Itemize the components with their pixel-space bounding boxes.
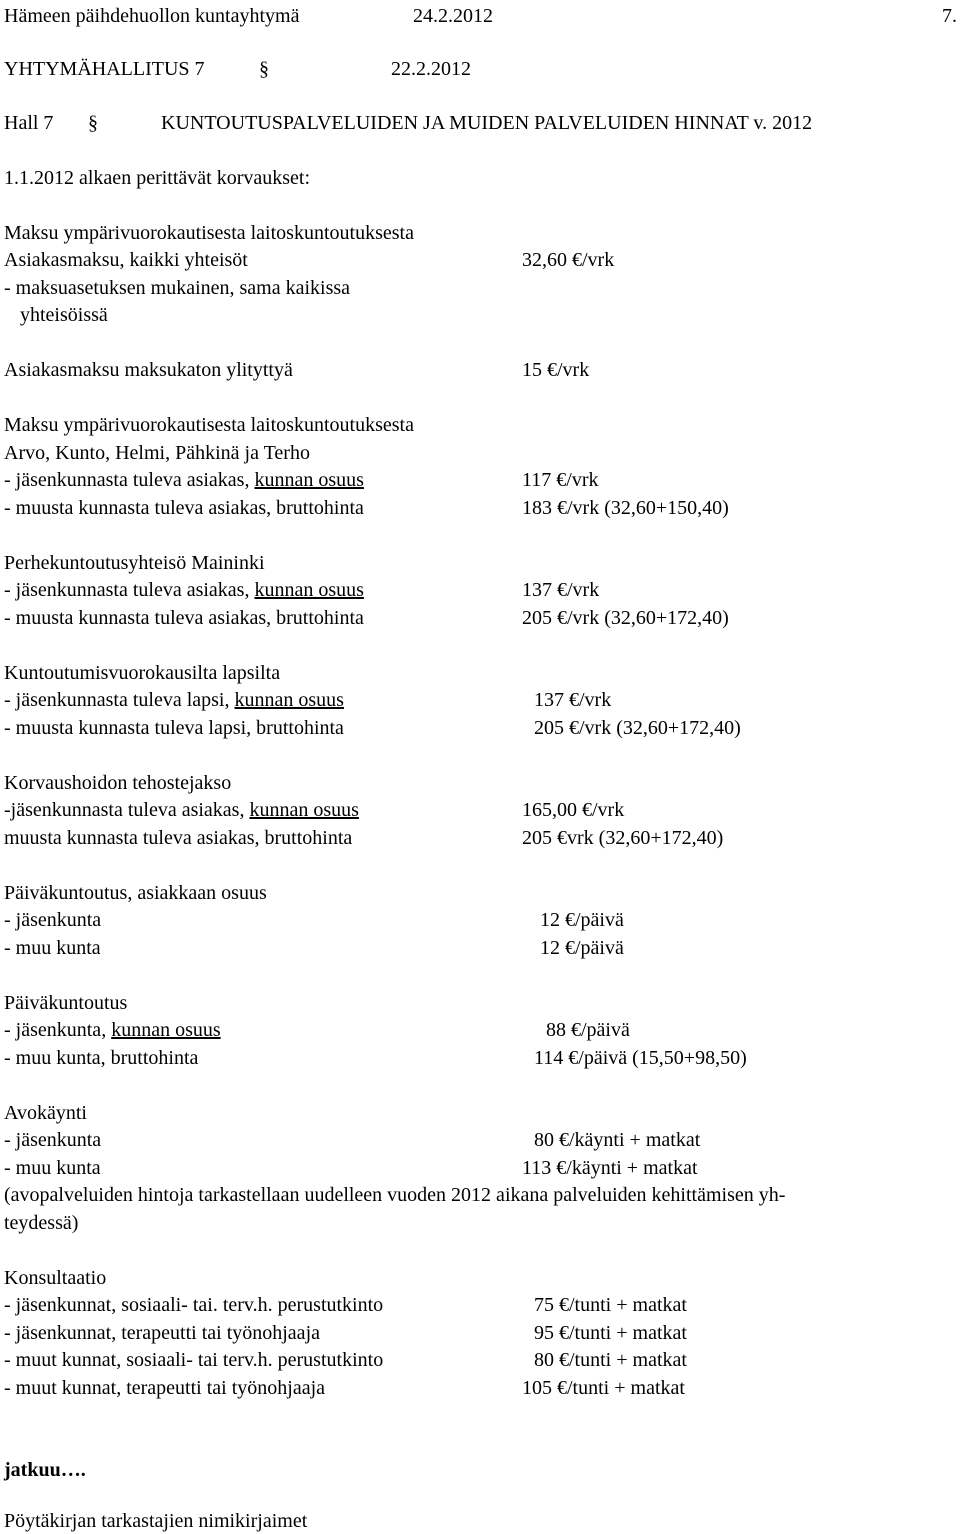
s7-row1-label [4,1018,221,1042]
s4-row1-underlined: kunnan osuus [234,689,344,711]
s2-heading-1: Maksu ympärivuorokautisesta laitoskuntoutuksesta [4,414,414,436]
s5-row2-price: 205 €vrk (32,60+172,40) [522,827,724,849]
s4-heading: Kuntoutumisvuorokausilta lapsilta [4,662,281,684]
s7-row2-label: - muu kunta, bruttohinta [4,1047,199,1069]
s8-row1-label: - jäsenkunta [4,1129,102,1151]
intro-text: 1.1.2012 alkaen perittävät korvaukset: [4,167,311,189]
s9-row2-label: - jäsenkunnat, terapeutti tai työnohjaaja [4,1322,320,1344]
s1-heading: Maksu ympärivuorokautisesta laitoskuntoutuksesta [4,222,414,244]
s3-row1-label [4,578,364,602]
s9-row2-price: 95 €/tunti + matkat [534,1322,687,1344]
s9-row3-label: - muut kunnat, sosiaali- tai terv.h. perustutkinto [4,1349,384,1371]
s2-row1-prefix: - jäsenkunnasta tuleva asiakas, [4,469,255,491]
s4-row1-price: 137 €/vrk [534,689,612,711]
item-id: Hall 7 [4,112,54,134]
s7-row1-price: 88 €/päivä [546,1019,630,1041]
s4-row1-prefix: - jäsenkunnasta tuleva lapsi, [4,689,235,711]
s6-row2-label: - muu kunta [4,937,101,959]
s8-row2-price: 113 €/käynti + matkat [522,1157,698,1179]
s6-row1-price: 12 €/päivä [540,909,624,931]
s9-row4-price: 105 €/tunti + matkat [522,1377,685,1399]
s3-row1-price: 137 €/vrk [522,579,600,601]
s8-note-line2: teydessä) [4,1212,79,1234]
s7-row1-underlined: kunnan osuus [111,1019,221,1041]
s3-row2-label: - muusta kunnasta tuleva asiakas, bruttohinta [4,607,364,629]
s5-row2-label: muusta kunnasta tuleva asiakas, bruttohinta [4,827,353,849]
s5-row1-price: 165,00 €/vrk [522,799,625,821]
s2-row1-label [4,468,364,492]
s1-row2-label: - maksuasetuksen mukainen, sama kaikissa [4,277,351,299]
s7-row1-prefix: - jäsenkunta, [4,1019,112,1041]
s5-row1-label [4,798,359,822]
board-date: 22.2.2012 [391,58,471,80]
s3-row2-price: 205 €/vrk (32,60+172,40) [522,607,729,629]
s2-heading-2: Arvo, Kunto, Helmi, Pähkinä ja Terho [4,442,310,464]
s8-heading: Avokäynti [4,1102,87,1124]
s2-row1-price: 117 €/vrk [522,469,599,491]
signature-label: Pöytäkirjan tarkastajien nimikirjaimet [4,1510,308,1532]
s7-row2-price: 114 €/päivä (15,50+98,50) [534,1047,747,1069]
s8-row1-price: 80 €/käynti + matkat [534,1129,701,1151]
s3-heading: Perhekuntoutusyhteisö Maininki [4,552,265,574]
s6-row2-price: 12 €/päivä [540,937,624,959]
s9-row3-price: 80 €/tunti + matkat [534,1349,687,1371]
s6-row1-label: - jäsenkunta [4,909,102,931]
s8-row2-label: - muu kunta [4,1157,101,1179]
section-symbol: § [259,58,269,80]
s1-row1-label: Asiakasmaksu, kaikki yhteisöt [4,249,248,271]
continued-text: jatkuu…. [4,1459,86,1481]
s3-row1-prefix: - jäsenkunnasta tuleva asiakas, [4,579,255,601]
s2-row2-price: 183 €/vrk (32,60+150,40) [522,497,729,519]
board-name: YHTYMÄHALLITUS 7 [4,58,205,80]
s9-row1-label: - jäsenkunnat, sosiaali- tai. terv.h. perustutkinto [4,1294,384,1316]
s4-row2-price: 205 €/vrk (32,60+172,40) [534,717,741,739]
s9-row4-label: - muut kunnat, terapeutti tai työnohjaaja [4,1377,326,1399]
s5-heading: Korvaushoidon tehostejakso [4,772,232,794]
s9-row1-price: 75 €/tunti + matkat [534,1294,687,1316]
s2-row2-label: - muusta kunnasta tuleva asiakas, bruttohinta [4,497,364,519]
page-number: 7. [942,5,957,27]
s5-row1-prefix: -jäsenkunnasta tuleva asiakas, [4,799,250,821]
s1-row2-continuation: yhteisöissä [20,304,108,326]
s1-row3-label: Asiakasmaksu maksukaton ylityttyä [4,359,293,381]
s2-row1-underlined: kunnan osuus [254,469,364,491]
s3-row1-underlined: kunnan osuus [254,579,364,601]
s1-row1-price: 32,60 €/vrk [522,249,615,271]
s6-heading: Päiväkuntoutus, asiakkaan osuus [4,882,267,904]
header-date: 24.2.2012 [413,5,493,27]
s1-row3-price: 15 €/vrk [522,359,590,381]
s5-row1-underlined: kunnan osuus [249,799,359,821]
s4-row1-label [4,688,344,712]
organization-name: Hämeen päihdehuollon kuntayhtymä [4,5,300,27]
s9-heading: Konsultaatio [4,1267,107,1289]
s8-note-line1: (avopalveluiden hintoja tarkastellaan uudelleen vuoden 2012 aikana palveluiden kehittämisen yh- [4,1184,786,1206]
item-title: KUNTOUTUSPALVELUIDEN JA MUIDEN PALVELUIDEN HINNAT v. 2012 [161,112,813,134]
s7-heading: Päiväkuntoutus [4,992,128,1014]
item-section-symbol: § [88,112,98,134]
s4-row2-label: - muusta kunnasta tuleva lapsi, bruttohinta [4,717,344,739]
